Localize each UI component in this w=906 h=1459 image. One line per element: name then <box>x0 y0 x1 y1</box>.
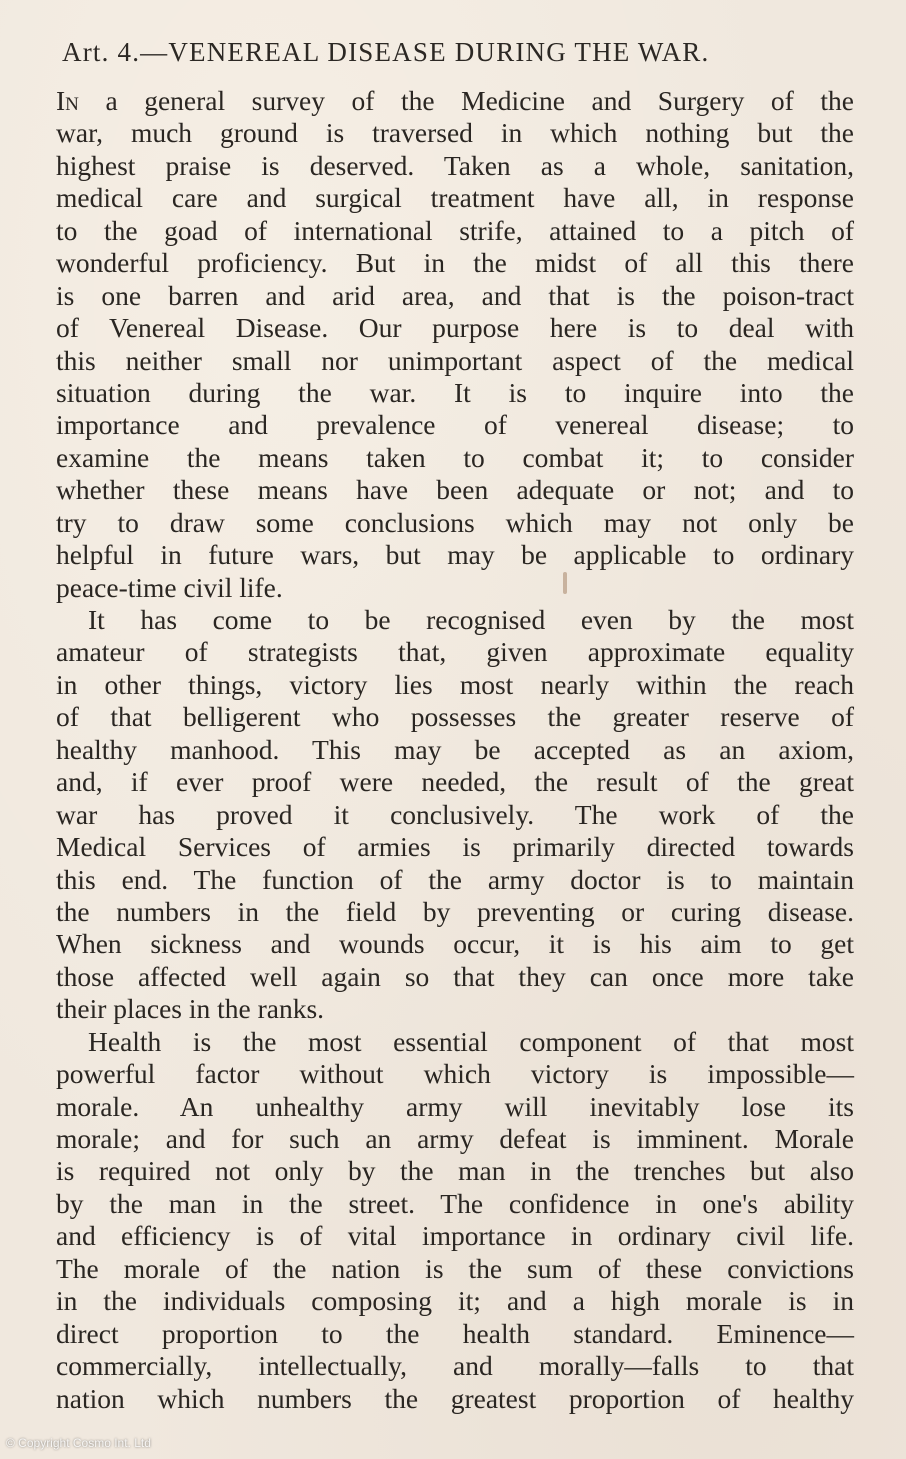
text-line: in other things, victory lies most nearly within the reach <box>56 668 854 700</box>
text-line: commercially, intellectually, and morally—falls to that <box>56 1350 854 1382</box>
drop-word: In <box>56 85 79 116</box>
text-line: morale. An unhealthy army will inevitably lose its <box>56 1090 854 1122</box>
text-line: situation during the war. It is to inquire into the <box>56 376 854 408</box>
text-line: morale; and for such an army defeat is imminent. Morale <box>56 1123 854 1154</box>
text-line: examine the means taken to combat it; to consider <box>56 441 854 473</box>
text-line: nation which numbers the greatest proportion of healthy <box>56 1382 854 1414</box>
ink-mark <box>563 572 567 594</box>
text-line: war has proved it conclusively. The work of the <box>56 798 854 830</box>
text-line: direct proportion to the health standard. Eminence— <box>56 1317 854 1349</box>
text-line: peace-time civil life. <box>56 571 283 603</box>
text-line: is one barren and arid area, and that is the poison-tract <box>56 279 854 311</box>
text-line: by the man in the street. The confidence in one's ability <box>56 1187 854 1219</box>
text-line: this end. The function of the army doctor is to maintain <box>56 863 854 895</box>
text-line: importance and prevalence of venereal disease; to <box>56 409 854 441</box>
text-line: of Venereal Disease. Our purpose here is to deal with <box>56 312 854 344</box>
text-line: of that belligerent who possesses the greater reserve of <box>56 701 854 733</box>
text-line: Medical Services of armies is primarily directed towards <box>56 831 854 863</box>
text-line: medical care and surgical treatment have all, in response <box>56 182 854 214</box>
text-line: powerful factor without which victory is impossible— <box>56 1058 854 1090</box>
text-line: It has come to be recognised even by the most <box>88 604 854 635</box>
text-line: war, much ground is traversed in which nothing but the <box>56 117 854 149</box>
text-line: in the individuals composing it; and a high morale is in <box>56 1285 854 1317</box>
text-line: helpful in future wars, but may be applicable to ordinary <box>56 539 854 571</box>
text-line: highest praise is deserved. Taken as a whole, sanitation, <box>56 149 854 181</box>
text-line: those affected well again so that they can once more take <box>56 960 854 992</box>
text-line: the numbers in the field by preventing or curing disease. <box>56 895 854 927</box>
text-line: healthy manhood. This may be accepted as an axiom, <box>56 733 854 765</box>
text-line: amateur of strategists that, given approximate equality <box>56 636 854 668</box>
text-line: The morale of the nation is the sum of these convictions <box>56 1252 854 1284</box>
text-line: this neither small nor unimportant aspect of the medical <box>56 344 854 376</box>
text-line: Health is the most essential component of that most <box>88 1025 854 1057</box>
copyright-watermark: © Copyright Cosmo Int. Ltd <box>6 1436 151 1450</box>
text-line: to the goad of international strife, attained to a pitch of <box>56 214 854 246</box>
text-line: and efficiency is of vital importance in ordinary civil life. <box>56 1220 854 1252</box>
text-line: In a general survey of the Medicine and Surgery of the <box>56 85 854 116</box>
text-line: whether these means have been adequate or not; and to <box>56 474 854 506</box>
text-line: their places in the ranks. <box>56 993 325 1025</box>
text-line: try to draw some conclusions which may not only be <box>56 506 854 538</box>
text-line: is required not only by the man in the trenches but also <box>56 1155 854 1187</box>
article-body <box>56 85 854 1415</box>
text-line: When sickness and wounds occur, it is his aim to get <box>56 928 854 960</box>
text-line: and, if ever proof were needed, the result of the great <box>56 766 854 798</box>
text-line: wonderful proficiency. But in the midst of all this there <box>56 247 854 279</box>
article-heading: Art. 4.—VENEREAL DISEASE DURING THE WAR. <box>62 37 710 67</box>
